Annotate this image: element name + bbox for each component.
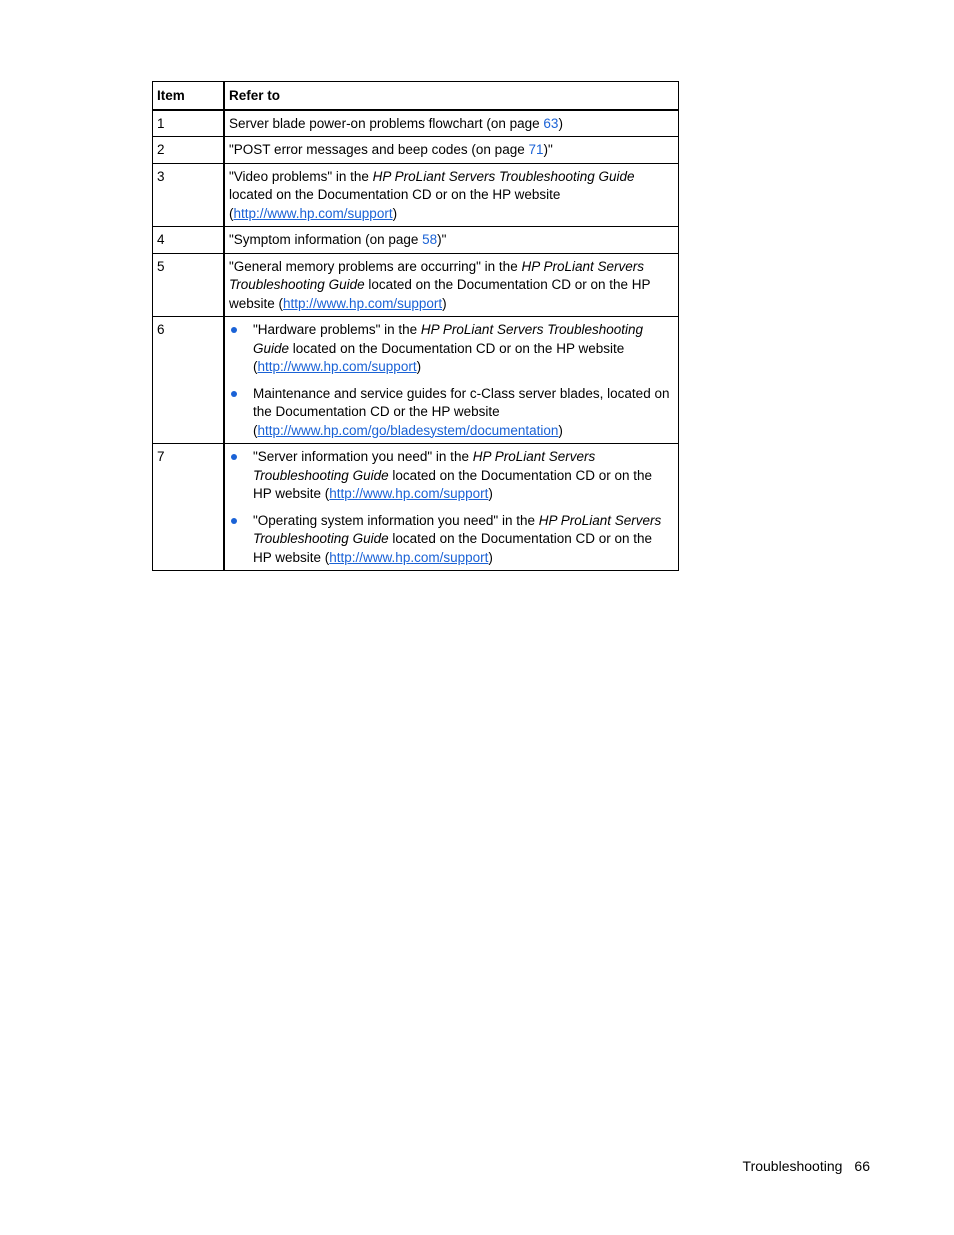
text-run: )" bbox=[437, 232, 447, 247]
page-reference-link[interactable]: 63 bbox=[543, 115, 559, 131]
page-reference-link[interactable]: 58 bbox=[422, 232, 438, 247]
refer-to-cell bbox=[224, 227, 679, 254]
text-run: located on the Documentation CD or on the HP website ( bbox=[229, 277, 651, 311]
reference-table bbox=[152, 81, 679, 571]
text-run: ) bbox=[488, 549, 493, 565]
refer-to-cell bbox=[224, 317, 679, 444]
list-item bbox=[229, 321, 674, 377]
website-link[interactable]: http://www.hp.com/support bbox=[233, 205, 393, 221]
text-run: Maintenance and service guides for c-Class server blades, located on the Documentation CD or the HP website ( bbox=[253, 385, 670, 438]
text-run: )" bbox=[543, 142, 553, 157]
guide-title: HP ProLiant Servers Troubleshooting Guide bbox=[372, 168, 635, 184]
column-header-item: Item bbox=[153, 82, 225, 110]
page-footer bbox=[743, 1158, 870, 1174]
guide-title: HP ProLiant Servers Troubleshooting Guide bbox=[229, 258, 645, 292]
table-body bbox=[153, 110, 679, 571]
refer-to-cell bbox=[224, 163, 679, 227]
table-row bbox=[153, 317, 679, 444]
reference-list bbox=[229, 321, 674, 440]
text-run: ) bbox=[558, 422, 563, 438]
text-run: "Hardware problems" in the bbox=[253, 322, 421, 337]
refer-to-cell bbox=[224, 137, 679, 164]
website-link[interactable]: http://www.hp.com/go/bladesystem/documentation bbox=[257, 422, 559, 438]
bullet-icon bbox=[231, 518, 237, 524]
website-link[interactable]: http://www.hp.com/support bbox=[329, 549, 489, 565]
text-run: ) bbox=[442, 295, 447, 311]
footer-section-title: Troubleshooting bbox=[742, 1158, 843, 1174]
item-number: 5 bbox=[153, 253, 225, 317]
text-run: "General memory problems are occurring" in the bbox=[229, 258, 522, 274]
text-run: ) bbox=[488, 486, 493, 501]
guide-title: HP ProLiant Servers Troubleshooting Guide bbox=[253, 449, 596, 483]
list-item bbox=[229, 512, 674, 568]
table-row bbox=[153, 253, 679, 317]
text-run: "Video problems" in the bbox=[229, 168, 373, 184]
item-number: 1 bbox=[153, 110, 225, 137]
reference-list bbox=[229, 448, 674, 567]
list-item bbox=[229, 385, 674, 441]
column-header-refer-to: Refer to bbox=[224, 82, 679, 110]
text-run: ) bbox=[416, 359, 422, 374]
refer-to-cell bbox=[224, 110, 679, 137]
table-row bbox=[153, 137, 679, 164]
website-link[interactable]: http://www.hp.com/support bbox=[329, 486, 489, 501]
table-row bbox=[153, 444, 679, 571]
bullet-icon bbox=[231, 454, 237, 460]
text-run: located on the Documentation CD or on the HP website ( bbox=[253, 531, 653, 565]
guide-title: HP ProLiant Servers Troubleshooting Guide bbox=[253, 322, 644, 356]
item-number: 2 bbox=[153, 137, 225, 164]
table-row bbox=[153, 110, 679, 137]
list-item bbox=[229, 448, 674, 504]
text-run: located on the Documentation CD or on the HP website ( bbox=[253, 340, 625, 374]
page-reference-link[interactable]: 71 bbox=[528, 142, 544, 157]
text-run: Server blade power-on problems flowchart (on page bbox=[229, 115, 544, 131]
website-link[interactable]: http://www.hp.com/support bbox=[283, 295, 443, 311]
text-run: ) bbox=[392, 205, 398, 221]
item-number: 3 bbox=[153, 163, 225, 227]
refer-to-cell bbox=[224, 253, 679, 317]
text-run: "Server information you need" in the bbox=[253, 449, 473, 464]
table-header-row bbox=[153, 82, 679, 110]
table-row bbox=[153, 163, 679, 227]
text-run: "POST error messages and beep codes (on page bbox=[229, 142, 529, 157]
item-number: 6 bbox=[153, 317, 225, 444]
refer-to-cell bbox=[224, 444, 679, 571]
item-number: 7 bbox=[153, 444, 225, 571]
item-number: 4 bbox=[153, 227, 225, 254]
bullet-icon bbox=[231, 327, 237, 333]
website-link[interactable]: http://www.hp.com/support bbox=[257, 359, 417, 374]
text-run: ) bbox=[558, 115, 563, 131]
bullet-icon bbox=[231, 391, 237, 397]
table-row bbox=[153, 227, 679, 254]
footer-page-number: 66 bbox=[854, 1158, 870, 1174]
text-run: located on the Documentation CD or on the HP website ( bbox=[253, 467, 653, 501]
text-run: located on the Documentation CD or on the HP website ( bbox=[229, 187, 561, 221]
text-run: "Symptom information (on page bbox=[229, 232, 423, 247]
text-run: "Operating system information you need" in the bbox=[253, 512, 539, 528]
guide-title: HP ProLiant Servers Troubleshooting Guide bbox=[253, 512, 662, 546]
